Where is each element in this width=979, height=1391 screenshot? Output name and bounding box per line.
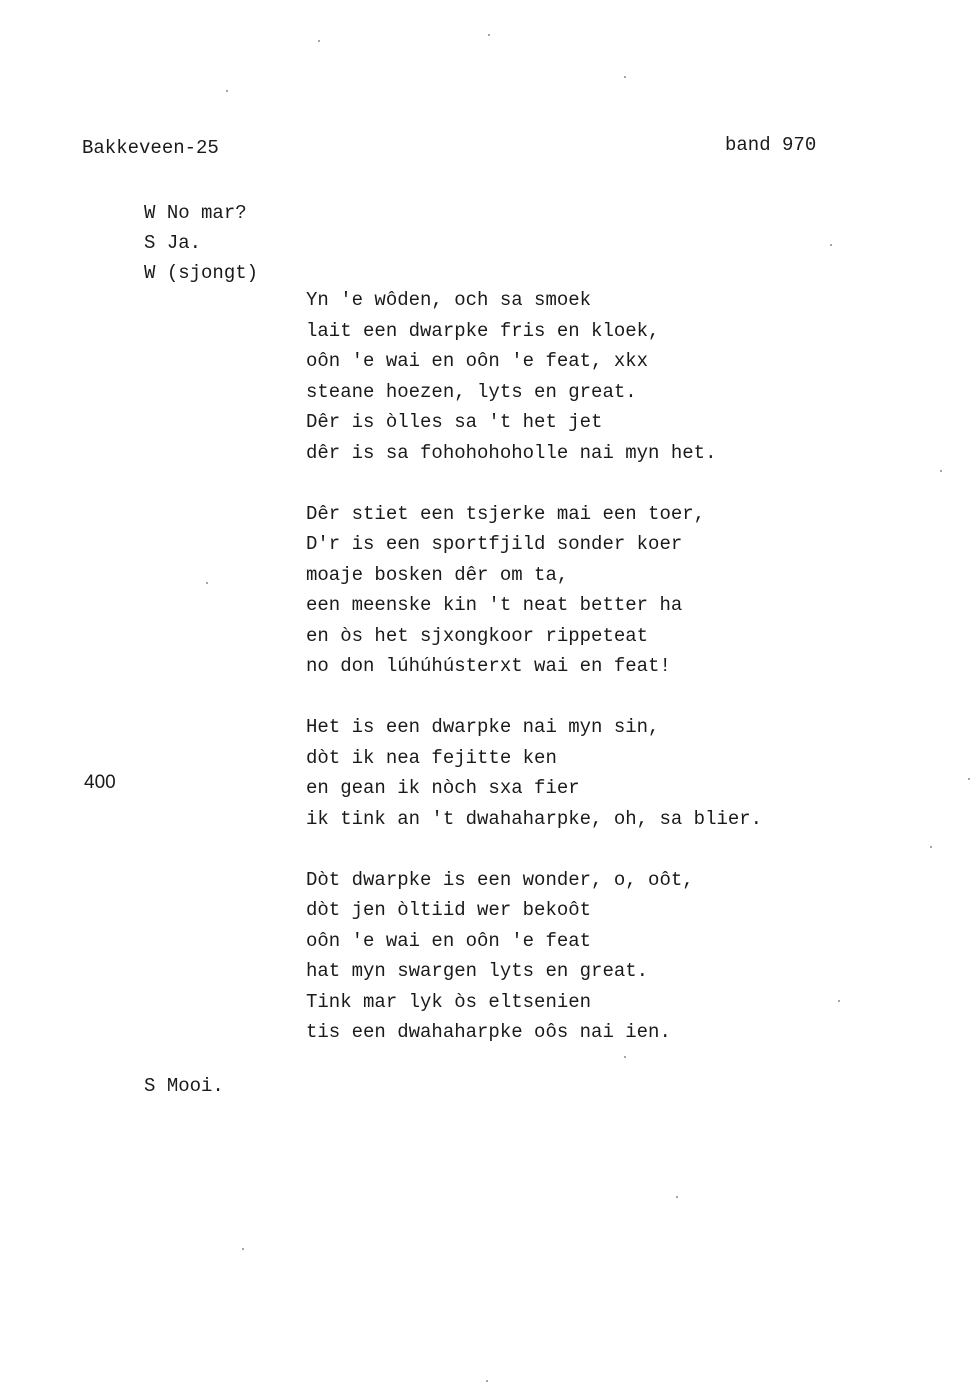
lyric-line: Dêr is òlles sa 't het jet (306, 411, 603, 433)
dialogue-text: (sjongt) (166, 262, 259, 284)
lyric-line: oôn 'e wai en oôn 'e feat (306, 929, 592, 952)
tape-number: band 970 (725, 134, 817, 156)
scan-speck (968, 778, 970, 780)
scan-speck (242, 1248, 244, 1250)
lyric-line: hat myn swargen lyts en great. (306, 960, 649, 982)
speaker-label: S (144, 1075, 156, 1097)
lyric-line: Dêr stiet een tsjerke mai een toer, (306, 502, 706, 525)
scan-speck (830, 244, 832, 246)
lyric-line: dòt ik nea fejitte ken (306, 746, 557, 769)
speaker-label: S (144, 232, 156, 254)
scan-speck (624, 76, 626, 78)
dialogue-block (144, 198, 258, 288)
lyric-line: steane hoezen, lyts en great. (306, 380, 637, 403)
lyric-line: no don lúhúhústerxt wai en feat! (306, 655, 671, 677)
closing-dialogue-line (144, 1075, 224, 1097)
lyric-line: en òs het sjxongkoor rippeteat (306, 624, 649, 647)
lyric-line: Yn 'e wôden, och sa smoek (306, 289, 592, 311)
lyric-line: dêr is sa fohohohoholle nai myn het. (306, 441, 717, 464)
lyric-line: en gean ik nòch sxa fier (306, 777, 580, 799)
dialogue-text: Ja. (166, 232, 202, 254)
scan-speck (940, 470, 942, 472)
lyric-line: dòt jen òltiid wer bekoôt (306, 899, 592, 921)
stanza-2 (306, 499, 762, 682)
document-location: Bakkeveen-25 (82, 137, 219, 159)
lyric-line: Dòt dwarpke is een wonder, o, oôt, (306, 868, 694, 891)
lyric-line: D'r is een sportfjild sonder koer (306, 533, 683, 555)
dialogue-text: Mooi. (166, 1075, 224, 1097)
scan-speck (488, 34, 490, 36)
scan-speck (206, 582, 208, 584)
dialogue-line (144, 198, 258, 228)
margin-line-number: 400 (84, 772, 116, 793)
speaker-label: W (144, 202, 156, 224)
lyric-line: oôn 'e wai en oôn 'e feat, xkx (306, 350, 649, 372)
song-lyrics (306, 285, 762, 1078)
dialogue-line (144, 258, 258, 288)
scan-speck (226, 90, 228, 92)
scan-speck (318, 40, 320, 42)
lyric-line: Tink mar lyk òs eltsenien (306, 990, 592, 1013)
lyric-line: lait een dwarpke fris en kloek, (306, 319, 660, 342)
stanza-4 (306, 865, 762, 1048)
lyric-line: tis een dwahaharpke oôs nai ien. (306, 1021, 671, 1043)
lyric-line: ik tink an 't dwahaharpke, oh, sa blier. (306, 807, 763, 830)
scan-speck (676, 1196, 678, 1198)
lyric-line: moaje bosken dêr om ta, (306, 563, 569, 586)
lyric-line: een meenske kin 't neat better ha (306, 594, 683, 616)
scan-speck (930, 846, 932, 848)
scan-speck (838, 1000, 840, 1002)
stanza-1 (306, 285, 762, 468)
speaker-label: W (144, 262, 156, 284)
scan-speck (486, 1380, 488, 1382)
lyric-line: Het is een dwarpke nai myn sin, (306, 716, 660, 738)
stanza-3 (306, 712, 762, 834)
dialogue-text: No mar? (166, 202, 247, 224)
dialogue-line (144, 228, 258, 258)
scan-speck (624, 1056, 626, 1058)
